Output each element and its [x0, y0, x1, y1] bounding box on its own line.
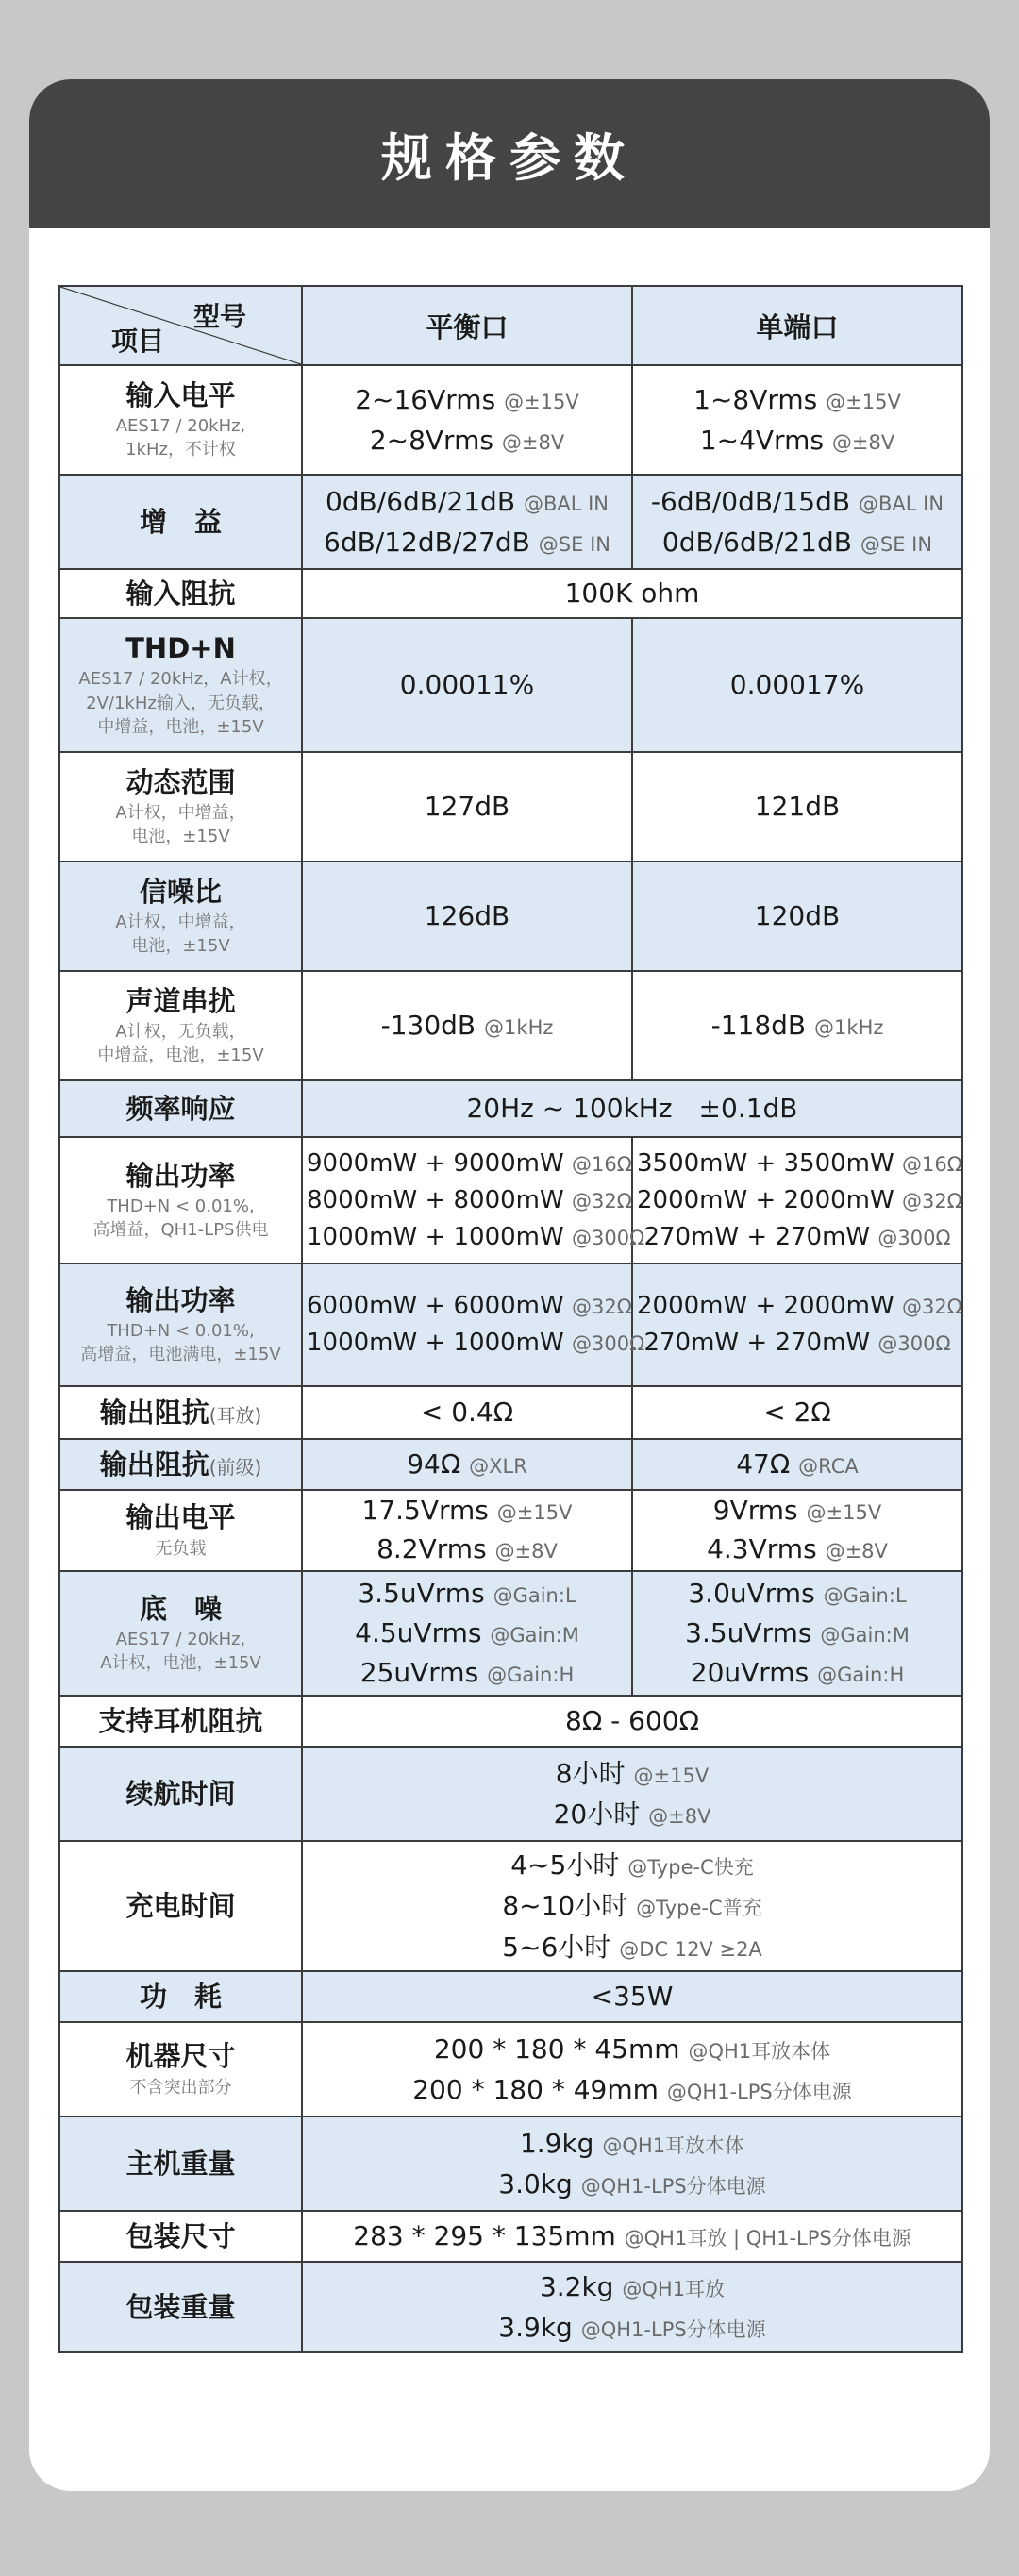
table-row: [59, 1571, 962, 1696]
row-label: 动态范围 A计权，中增益， 电池，±15V: [59, 752, 302, 861]
value-cell: 9Vrms @±15V 4.3Vrms @±8V: [632, 1490, 962, 1571]
table-row: [59, 861, 962, 971]
table-row: [59, 2022, 962, 2116]
value-cell: 17.5Vrms @±15V 8.2Vrms @±8V: [302, 1490, 632, 1571]
page-title: 规格参数: [381, 127, 638, 188]
value-cell: 2000mW + 2000mW @32Ω 270mW + 270mW @300Ω: [632, 1263, 962, 1386]
row-label: 机器尺寸 不含突出部分: [59, 2022, 302, 2116]
value-cell: 6000mW + 6000mW @32Ω 1000mW + 1000mW @300Ω: [302, 1263, 632, 1386]
value-cell: 126dB: [302, 861, 632, 971]
table-row: [59, 618, 962, 752]
value-cell: -6dB/0dB/15dB @BAL IN 0dB/6dB/21dB @SE IN: [632, 475, 962, 569]
value-cell: 94Ω @XLR: [302, 1439, 632, 1490]
model-label: 型号: [192, 301, 246, 332]
table-row: [59, 752, 962, 861]
table-row: [59, 1263, 962, 1386]
value-cell: 1~8Vrms @±15V 1~4Vrms @±8V: [632, 365, 962, 475]
value-cell: 100K ohm: [302, 569, 962, 618]
table-row: [59, 2116, 962, 2211]
title-bar: [29, 79, 990, 228]
row-label: 功 耗: [59, 1971, 302, 2022]
table-row: [59, 365, 962, 475]
table-row: [59, 2262, 962, 2352]
value-cell: 47Ω @RCA: [632, 1439, 962, 1490]
value-cell: < 2Ω: [632, 1386, 962, 1439]
value-cell: 8小时 @±15V 20小时 @±8V: [302, 1747, 962, 1841]
value-cell: <35W: [302, 1971, 962, 2022]
row-label: 信噪比 A计权，中增益， 电池，±15V: [59, 861, 302, 971]
row-label: 输入电平 AES17 / 20kHz, 1kHz，不计权: [59, 365, 302, 475]
row-label: 增 益: [59, 475, 302, 569]
row-label: 包装尺寸: [59, 2211, 302, 2262]
value-cell: 120dB: [632, 861, 962, 971]
table-row: [59, 1696, 962, 1747]
header-single-ended: 单端口: [632, 286, 962, 365]
spec-table: [58, 285, 963, 2353]
row-label: 主机重量: [59, 2116, 302, 2211]
value-cell: -130dB @1kHz: [302, 971, 632, 1080]
row-label: 输出功率 THD+N < 0.01%, 高增益，QH1-LPS供电: [59, 1137, 302, 1263]
row-label: THD+N AES17 / 20kHz，A计权， 2V/1kHz输入，无负载， 中增益，电池，±15V: [59, 618, 302, 752]
row-label: 频率响应: [59, 1080, 302, 1137]
value-cell: 3.5uVrms @Gain:L 4.5uVrms @Gain:M 25uVrms @Gain:H: [302, 1571, 632, 1696]
header-balanced: 平衡口: [302, 286, 632, 365]
item-label: 项目: [111, 326, 165, 357]
value-cell: 9000mW + 9000mW @16Ω 8000mW + 8000mW @32Ω 1000mW + 1000mW @300Ω: [302, 1137, 632, 1263]
row-label: 包装重量: [59, 2262, 302, 2352]
table-row: [59, 1841, 962, 1971]
row-label: 输出阻抗(前级): [59, 1439, 302, 1490]
value-cell: 4~5小时 @Type-C快充 8~10小时 @Type-C普充 5~6小时 @DC 12V ≥2A: [302, 1841, 962, 1971]
diagonal-line: [60, 287, 301, 364]
value-cell: 121dB: [632, 752, 962, 861]
value-cell: 3.2kg @QH1耳放 3.9kg @QH1-LPS分体电源: [302, 2262, 962, 2352]
table-row: [59, 1137, 962, 1263]
row-label: 声道串扰 A计权，无负载， 中增益，电池，±15V: [59, 971, 302, 1080]
row-label: 输出阻抗(耳放): [59, 1386, 302, 1439]
row-label: 续航时间: [59, 1747, 302, 1841]
table-row: [59, 1971, 962, 2022]
table-row: [59, 1747, 962, 1841]
row-label: 支持耳机阻抗: [59, 1696, 302, 1747]
value-cell: 283 * 295 * 135mm @QH1耳放 | QH1-LPS分体电源: [302, 2211, 962, 2262]
row-label: 充电时间: [59, 1841, 302, 1971]
row-label: 底 噪 AES17 / 20kHz, A计权，电池，±15V: [59, 1571, 302, 1696]
table-row: [59, 569, 962, 618]
value-cell: 0.00017%: [632, 618, 962, 752]
value-cell: 3500mW + 3500mW @16Ω 2000mW + 2000mW @32Ω 270mW + 270mW @300Ω: [632, 1137, 962, 1263]
row-label: 输出功率 THD+N < 0.01%, 高增益，电池满电，±15V: [59, 1263, 302, 1386]
value-cell: 1.9kg @QH1耳放本体 3.0kg @QH1-LPS分体电源: [302, 2116, 962, 2211]
table-row: [59, 971, 962, 1080]
value-cell: 3.0uVrms @Gain:L 3.5uVrms @Gain:M 20uVrms @Gain:H: [632, 1571, 962, 1696]
diagonal-header-cell: [59, 286, 302, 365]
value-cell: < 0.4Ω: [302, 1386, 632, 1439]
value-cell: -118dB @1kHz: [632, 971, 962, 1080]
value-cell: 0.00011%: [302, 618, 632, 752]
value-cell: 8Ω - 600Ω: [302, 1696, 962, 1747]
table-row: [59, 1080, 962, 1137]
value-cell: 127dB: [302, 752, 632, 861]
table-row: [59, 2211, 962, 2262]
spec-card: [29, 79, 990, 2491]
row-label: 输出电平 无负载: [59, 1490, 302, 1571]
table-row: [59, 475, 962, 569]
table-row: [59, 1490, 962, 1571]
value-cell: 200 * 180 * 45mm @QH1耳放本体 200 * 180 * 49mm @QH1-LPS分体电源: [302, 2022, 962, 2116]
row-label: 输入阻抗: [59, 569, 302, 618]
table-row: [59, 1386, 962, 1439]
value-cell: 0dB/6dB/21dB @BAL IN 6dB/12dB/27dB @SE IN: [302, 475, 632, 569]
value-cell: 2~16Vrms @±15V 2~8Vrms @±8V: [302, 365, 632, 475]
table-header-row: [59, 286, 962, 365]
value-cell: 20Hz ~ 100kHz ±0.1dB: [302, 1080, 962, 1137]
table-row: [59, 1439, 962, 1490]
